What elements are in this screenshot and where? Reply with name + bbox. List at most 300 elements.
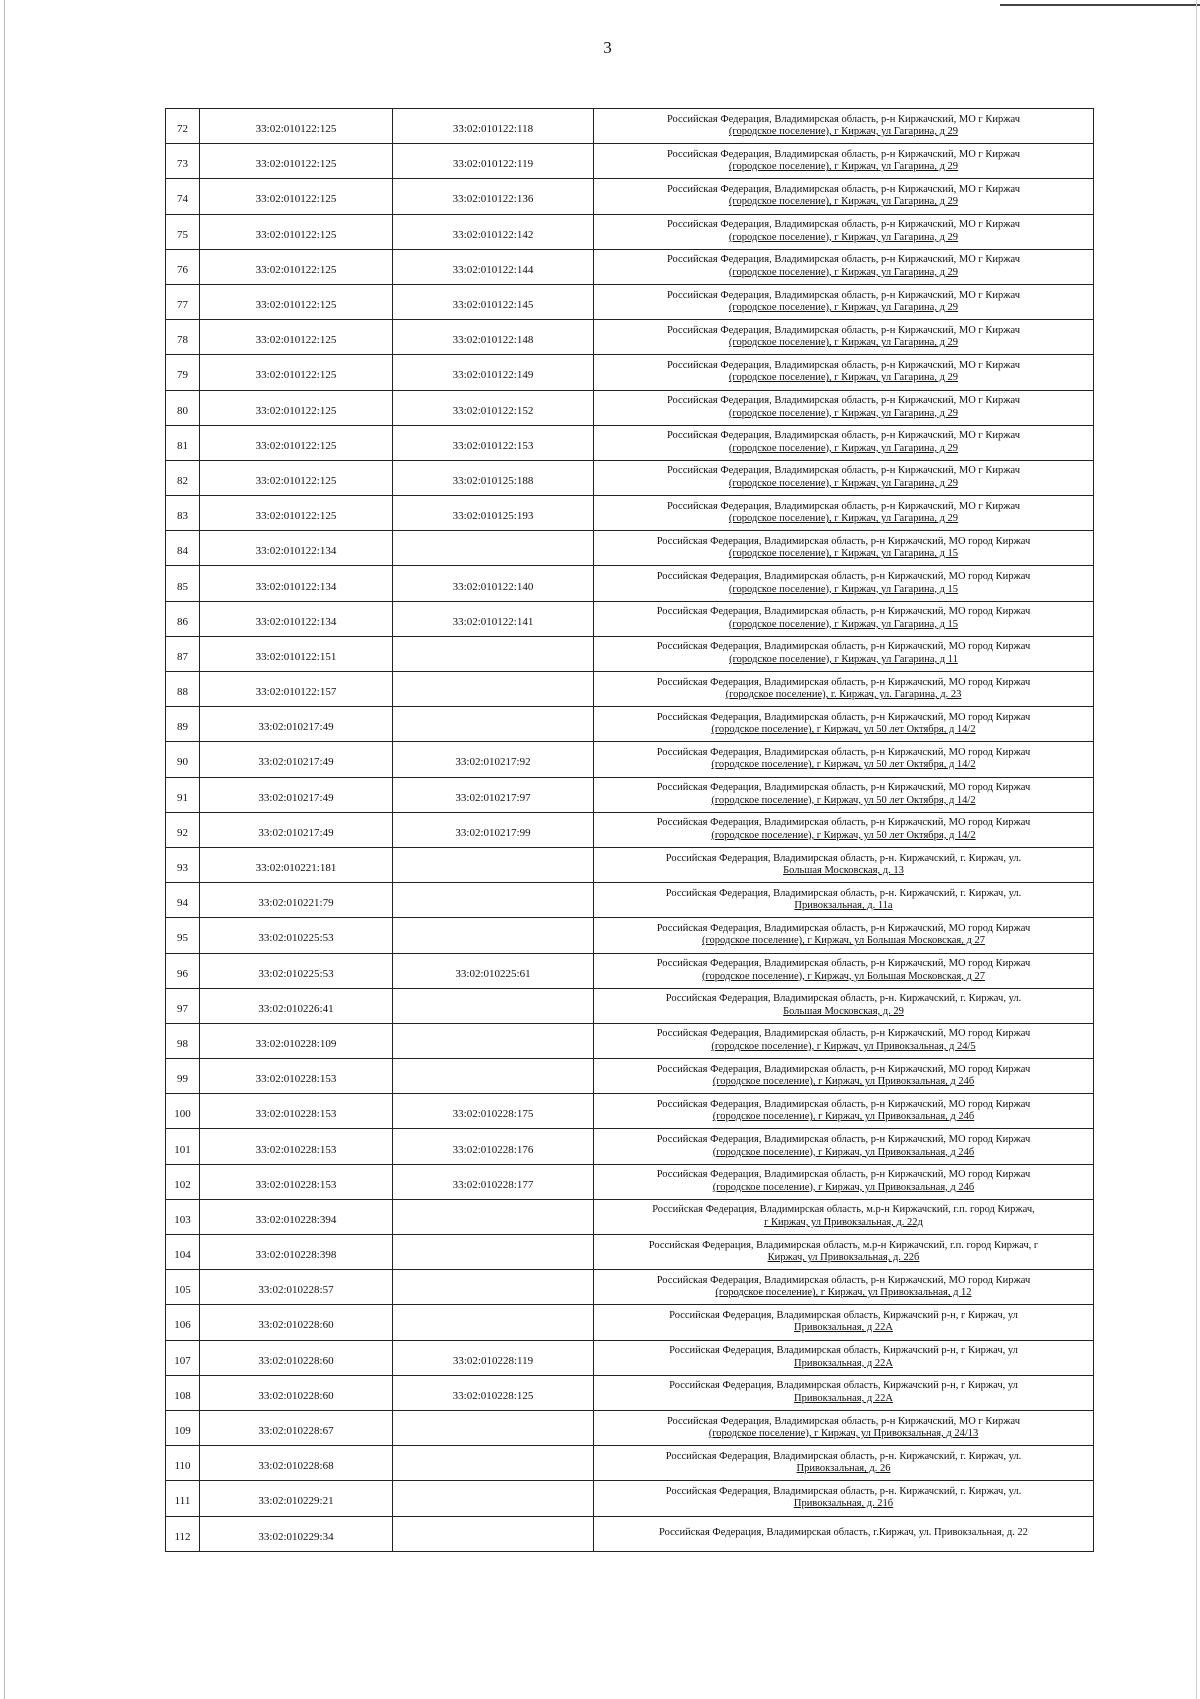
address-cell (594, 918, 1094, 953)
sub-cadastral-number-cell-text: 33:02:010228:175 (452, 1108, 534, 1121)
row-number-cell (166, 601, 200, 636)
main-cadastral-number-cell-text: 33:02:010122:125 (255, 123, 337, 136)
main-cadastral-number-cell-text: 33:02:010229:34 (258, 1530, 334, 1543)
address-line-2: Привокзальная, д 22А (794, 1322, 893, 1334)
address-line-2: Привокзальная, д. 21б (793, 1498, 894, 1510)
address-line-2: (городское поселение), г Киржач, ул Привокзальная, д 12 (715, 1287, 972, 1299)
row-number-cell (166, 531, 200, 566)
address-cell (594, 1270, 1094, 1305)
sub-cadastral-number-cell (393, 460, 594, 495)
address-cell (594, 531, 1094, 566)
row-number-cell (166, 847, 200, 882)
cadastral-registry-table (165, 108, 1094, 1552)
sub-cadastral-number-cell (393, 707, 594, 742)
main-cadastral-number-cell (200, 1270, 393, 1305)
main-cadastral-number-cell (200, 1059, 393, 1094)
sub-cadastral-number-cell-text: 33:02:010217:92 (455, 756, 531, 769)
main-cadastral-number-cell-text: 33:02:010122:125 (255, 334, 337, 347)
row-number-cell-text: 106 (174, 1319, 191, 1332)
sub-cadastral-number-cell (393, 777, 594, 812)
address-cell (594, 1305, 1094, 1340)
sub-cadastral-number-cell (393, 425, 594, 460)
main-cadastral-number-cell (200, 496, 393, 531)
table-row (166, 390, 1094, 425)
address-line-2: (городское поселение), г Киржач, ул Гагарина, д 29 (728, 337, 959, 349)
address-cell (594, 566, 1094, 601)
sub-cadastral-number-cell (393, 883, 594, 918)
main-cadastral-number-cell (200, 1446, 393, 1481)
sub-cadastral-number-cell (393, 109, 594, 144)
address-line-1: Российская Федерация, Владимирская область, р-н Киржачский, МО город Киржач (656, 1274, 1031, 1286)
sub-cadastral-number-cell-text: 33:02:010217:97 (455, 791, 531, 804)
page-number: 3 (603, 38, 612, 57)
row-number-cell-text: 94 (177, 897, 188, 910)
table-row (166, 531, 1094, 566)
main-cadastral-number-cell-text: 33:02:010228:398 (255, 1249, 337, 1262)
row-number-cell-text: 101 (174, 1143, 191, 1156)
address-line-1: Российская Федерация, Владимирская область, р-н Киржачский, МО г Киржач (666, 183, 1021, 195)
address-line-1: Российская Федерация, Владимирская область, р-н Киржачский, МО г Киржач (666, 289, 1021, 301)
table-row (166, 284, 1094, 319)
address-line-2: (городское поселение), г Киржач, ул Привокзальная, д 24/13 (708, 1428, 979, 1440)
main-cadastral-number-cell (200, 1375, 393, 1410)
scan-artifact-left-edge (4, 0, 5, 1699)
main-cadastral-number-cell (200, 953, 393, 988)
address-line-1: Российская Федерация, Владимирская область, р-н Киржачский, МО г Киржач (666, 430, 1021, 442)
address-line-2: (городское поселение), г Киржач, ул Гагарина, д 29 (728, 126, 959, 138)
table-row (166, 1164, 1094, 1199)
address-cell (594, 1516, 1094, 1551)
address-line-2: г Киржач, ул Привокзальная, д. 22д (764, 1216, 923, 1228)
row-number-cell (166, 1446, 200, 1481)
address-cell (594, 1340, 1094, 1375)
main-cadastral-number-cell (200, 777, 393, 812)
address-line-1: Российская Федерация, Владимирская область, Киржачский р-н, г Киржач, ул (669, 1309, 1018, 1321)
table-row (166, 672, 1094, 707)
address-cell (594, 320, 1094, 355)
row-number-cell (166, 1235, 200, 1270)
main-cadastral-number-cell-text: 33:02:010122:125 (255, 193, 337, 206)
sub-cadastral-number-cell-text: 33:02:010122:142 (452, 228, 534, 241)
row-number-cell-text: 98 (177, 1037, 188, 1050)
table-row (166, 214, 1094, 249)
sub-cadastral-number-cell-text: 33:02:010125:188 (452, 474, 534, 487)
row-number-cell-text: 77 (177, 299, 188, 312)
main-cadastral-number-cell (200, 425, 393, 460)
main-cadastral-number-cell-text: 33:02:010122:125 (255, 404, 337, 417)
scan-artifact-right-edge (1196, 0, 1197, 1699)
row-number-cell (166, 1023, 200, 1058)
address-cell (594, 109, 1094, 144)
main-cadastral-number-cell (200, 1164, 393, 1199)
row-number-cell-text: 109 (174, 1425, 191, 1438)
sub-cadastral-number-cell (393, 1059, 594, 1094)
address-line-2: Привокзальная, д 22А (794, 1357, 893, 1369)
address-cell (594, 1059, 1094, 1094)
address-line-2: Привокзальная, д. 26 (796, 1463, 891, 1475)
row-number-cell-text: 84 (177, 545, 188, 558)
scan-artifact-top-line (1000, 4, 1200, 6)
sub-cadastral-number-cell-text: 33:02:010122:152 (452, 404, 534, 417)
main-cadastral-number-cell (200, 1094, 393, 1129)
sub-cadastral-number-cell-text: 33:02:010217:99 (455, 826, 531, 839)
sub-cadastral-number-cell (393, 1516, 594, 1551)
table-row (166, 601, 1094, 636)
address-line-1: Российская Федерация, Владимирская область, р-н Киржачский, МО г Киржач (666, 500, 1021, 512)
main-cadastral-number-cell (200, 636, 393, 671)
main-cadastral-number-cell (200, 320, 393, 355)
sub-cadastral-number-cell (393, 742, 594, 777)
table-row (166, 707, 1094, 742)
table-row (166, 1305, 1094, 1340)
table-row (166, 179, 1094, 214)
main-cadastral-number-cell-text: 33:02:010228:153 (255, 1143, 337, 1156)
main-cadastral-number-cell-text: 33:02:010228:60 (258, 1389, 334, 1402)
main-cadastral-number-cell-text: 33:02:010217:49 (258, 721, 334, 734)
address-line-2: (городское поселение), г Киржач, ул 50 лет Октября, д 14/2 (711, 759, 976, 771)
address-line-2: Киржач, ул Привокзальная, д. 22б (767, 1252, 920, 1264)
sub-cadastral-number-cell-text: 33:02:010122:141 (452, 615, 534, 628)
row-number-cell-text: 90 (177, 756, 188, 769)
row-number-cell-text: 107 (174, 1354, 191, 1367)
row-number-cell-text: 73 (177, 158, 188, 171)
address-line-1: Российская Федерация, Владимирская область, р-н Киржачский, МО г Киржач (666, 1415, 1021, 1427)
address-cell (594, 144, 1094, 179)
address-line-2: Большая Московская, д. 13 (783, 865, 904, 877)
sub-cadastral-number-cell (393, 531, 594, 566)
address-line-1: Российская Федерация, Владимирская область, г.Киржач, ул. Привокзальная, д. 22 (659, 1527, 1028, 1539)
sub-cadastral-number-cell (393, 144, 594, 179)
table-row (166, 636, 1094, 671)
sub-cadastral-number-cell-text: 33:02:010225:61 (455, 967, 531, 980)
sub-cadastral-number-cell-text: 33:02:010228:119 (452, 1354, 534, 1367)
address-line-2: (городское поселение), г Киржач, ул Гагарина, д 29 (728, 513, 959, 525)
address-line-1: Российская Федерация, Владимирская область, р-н Киржачский, МО г Киржач (666, 148, 1021, 160)
main-cadastral-number-cell (200, 883, 393, 918)
row-number-cell-text: 100 (174, 1108, 191, 1121)
address-line-1: Российская Федерация, Владимирская область, р-н Киржачский, МО город Киржач (656, 1098, 1031, 1110)
main-cadastral-number-cell-text: 33:02:010228:153 (255, 1178, 337, 1191)
address-line-1: Российская Федерация, Владимирская область, р-н Киржачский, МО г Киржач (666, 254, 1021, 266)
address-cell (594, 425, 1094, 460)
table-row (166, 1410, 1094, 1445)
row-number-cell-text: 72 (177, 123, 188, 136)
table-row (166, 320, 1094, 355)
row-number-cell (166, 1094, 200, 1129)
main-cadastral-number-cell-text: 33:02:010217:49 (258, 791, 334, 804)
main-cadastral-number-cell (200, 1129, 393, 1164)
main-cadastral-number-cell (200, 249, 393, 284)
sub-cadastral-number-cell (393, 1410, 594, 1445)
main-cadastral-number-cell-text: 33:02:010228:57 (258, 1284, 334, 1297)
address-cell (594, 777, 1094, 812)
address-line-1: Российская Федерация, Владимирская область, Киржачский р-н, г Киржач, ул (669, 1345, 1018, 1357)
main-cadastral-number-cell (200, 284, 393, 319)
main-cadastral-number-cell (200, 918, 393, 953)
address-line-2: (городское поселение), г Киржач, ул Привокзальная, д 24/5 (711, 1040, 976, 1052)
sub-cadastral-number-cell (393, 672, 594, 707)
row-number-cell (166, 566, 200, 601)
row-number-cell (166, 918, 200, 953)
main-cadastral-number-cell (200, 109, 393, 144)
table-row (166, 1059, 1094, 1094)
address-line-1: Российская Федерация, Владимирская область, р-н Киржачский, МО город Киржач (656, 1063, 1031, 1075)
row-number-cell-text: 99 (177, 1073, 188, 1086)
address-line-1: Российская Федерация, Владимирская область, р-н Киржачский, МО г Киржач (666, 395, 1021, 407)
address-line-2: (городское поселение), г Киржач, ул Гагарина, д 29 (728, 407, 959, 419)
main-cadastral-number-cell-text: 33:02:010122:125 (255, 299, 337, 312)
main-cadastral-number-cell-text: 33:02:010228:60 (258, 1354, 334, 1367)
row-number-cell (166, 953, 200, 988)
table-row (166, 1340, 1094, 1375)
sub-cadastral-number-cell-text: 33:02:010122:148 (452, 334, 534, 347)
address-cell (594, 988, 1094, 1023)
row-number-cell (166, 1199, 200, 1234)
main-cadastral-number-cell-text: 33:02:010225:53 (258, 967, 334, 980)
address-line-2: (городское поселение), г Киржач, ул Гагарина, д 29 (728, 477, 959, 489)
address-line-1: Российская Федерация, Владимирская область, Киржачский р-н, г Киржач, ул (669, 1380, 1018, 1392)
address-line-1: Российская Федерация, Владимирская область, р-н Киржачский, МО город Киржач (656, 1169, 1031, 1181)
address-line-1: Российская Федерация, Владимирская область, р-н. Киржачский, г. Киржач, ул. (665, 993, 1022, 1005)
address-line-1: Российская Федерация, Владимирская область, м.р-н Киржачский, г.п. город Киржач, (652, 1204, 1035, 1216)
sub-cadastral-number-cell-text: 33:02:010228:177 (452, 1178, 534, 1191)
main-cadastral-number-cell (200, 1305, 393, 1340)
address-line-2: (городское поселение), г Киржач, ул Гагарина, д 29 (728, 302, 959, 314)
row-number-cell-text: 108 (174, 1389, 191, 1402)
address-line-1: Российская Федерация, Владимирская область, р-н Киржачский, МО город Киржач (656, 922, 1031, 934)
row-number-cell (166, 672, 200, 707)
address-line-1: Российская Федерация, Владимирская область, р-н Киржачский, МО г Киржач (666, 113, 1021, 125)
sub-cadastral-number-cell-text: 33:02:010122:144 (452, 263, 534, 276)
address-line-1: Российская Федерация, Владимирская область, р-н. Киржачский, г. Киржач, ул. (665, 1485, 1022, 1497)
main-cadastral-number-cell (200, 1023, 393, 1058)
address-line-1: Российская Федерация, Владимирская область, м.р-н Киржачский, г.п. город Киржач, г (648, 1239, 1039, 1251)
table-row (166, 355, 1094, 390)
row-number-cell-text: 111 (174, 1495, 191, 1508)
row-number-cell (166, 1305, 200, 1340)
row-number-cell (166, 214, 200, 249)
row-number-cell (166, 636, 200, 671)
address-line-2: (городское поселение), г Киржач, ул 50 лет Октября, д 14/2 (711, 724, 976, 736)
row-number-cell-text: 96 (177, 967, 188, 980)
sub-cadastral-number-cell (393, 214, 594, 249)
address-cell (594, 284, 1094, 319)
address-line-2: (городское поселение), г Киржач, ул Большая Московская, д 27 (702, 935, 985, 947)
address-cell (594, 1023, 1094, 1058)
row-number-cell-text: 81 (177, 439, 188, 452)
main-cadastral-number-cell-text: 33:02:010225:53 (258, 932, 334, 945)
sub-cadastral-number-cell-text: 33:02:010122:145 (452, 299, 534, 312)
row-number-cell-text: 75 (177, 228, 188, 241)
row-number-cell (166, 460, 200, 495)
address-cell (594, 1164, 1094, 1199)
address-line-1: Российская Федерация, Владимирская область, р-н Киржачский, МО город Киржач (656, 711, 1031, 723)
row-number-cell-text: 82 (177, 474, 188, 487)
table-row (166, 1129, 1094, 1164)
table-row (166, 1481, 1094, 1516)
main-cadastral-number-cell (200, 355, 393, 390)
sub-cadastral-number-cell-text: 33:02:010122:119 (452, 158, 534, 171)
main-cadastral-number-cell (200, 707, 393, 742)
row-number-cell (166, 1516, 200, 1551)
address-line-2: (городское поселение), г Киржач, ул Привокзальная, д 24б (712, 1076, 975, 1088)
sub-cadastral-number-cell-text: 33:02:010228:176 (452, 1143, 534, 1156)
table-row (166, 496, 1094, 531)
sub-cadastral-number-cell (393, 566, 594, 601)
address-line-1: Российская Федерация, Владимирская область, р-н Киржачский, МО город Киржач (656, 641, 1031, 653)
table-row (166, 1375, 1094, 1410)
main-cadastral-number-cell-text: 33:02:010122:157 (255, 686, 337, 699)
sub-cadastral-number-cell-text: 33:02:010122:136 (452, 193, 534, 206)
main-cadastral-number-cell (200, 390, 393, 425)
address-cell (594, 883, 1094, 918)
table-row (166, 883, 1094, 918)
sub-cadastral-number-cell (393, 1270, 594, 1305)
row-number-cell-text: 83 (177, 510, 188, 523)
address-line-2: (городское поселение), г Киржач, ул Гагарина, д 29 (728, 161, 959, 173)
main-cadastral-number-cell-text: 33:02:010228:153 (255, 1108, 337, 1121)
main-cadastral-number-cell (200, 179, 393, 214)
address-line-2: (городское поселение), г Киржач, ул Привокзальная, д 24б (712, 1111, 975, 1123)
row-number-cell (166, 1164, 200, 1199)
main-cadastral-number-cell-text: 33:02:010122:125 (255, 158, 337, 171)
sub-cadastral-number-cell (393, 355, 594, 390)
sub-cadastral-number-cell-text: 33:02:010125:193 (452, 510, 534, 523)
table-row (166, 249, 1094, 284)
address-cell (594, 847, 1094, 882)
main-cadastral-number-cell (200, 566, 393, 601)
address-line-2: (городское поселение), г Киржач, ул Гагарина, д 29 (728, 231, 959, 243)
address-line-2: (городское поселение), г Киржач, ул 50 лет Октября, д 14/2 (711, 829, 976, 841)
main-cadastral-number-cell (200, 812, 393, 847)
main-cadastral-number-cell-text: 33:02:010122:125 (255, 439, 337, 452)
address-line-1: Российская Федерация, Владимирская область, р-н Киржачский, МО город Киржач (656, 606, 1031, 618)
row-number-cell (166, 496, 200, 531)
main-cadastral-number-cell (200, 1410, 393, 1445)
main-cadastral-number-cell (200, 1481, 393, 1516)
sub-cadastral-number-cell (393, 953, 594, 988)
address-cell (594, 742, 1094, 777)
main-cadastral-number-cell-text: 33:02:010122:134 (255, 615, 337, 628)
sub-cadastral-number-cell-text: 33:02:010122:140 (452, 580, 534, 593)
main-cadastral-number-cell (200, 214, 393, 249)
address-cell (594, 214, 1094, 249)
address-line-2: Большая Московская, д. 29 (783, 1005, 904, 1017)
address-line-2: (городское поселение), г Киржач, ул Гагарина, д 29 (728, 266, 959, 278)
address-line-1: Российская Федерация, Владимирская область, р-н Киржачский, МО город Киржач (656, 782, 1031, 794)
address-cell (594, 355, 1094, 390)
row-number-cell-text: 95 (177, 932, 188, 945)
sub-cadastral-number-cell (393, 1305, 594, 1340)
main-cadastral-number-cell (200, 1340, 393, 1375)
row-number-cell-text: 93 (177, 862, 188, 875)
row-number-cell (166, 179, 200, 214)
main-cadastral-number-cell-text: 33:02:010122:125 (255, 474, 337, 487)
address-cell (594, 636, 1094, 671)
sub-cadastral-number-cell (393, 320, 594, 355)
address-line-2: Привокзальная, д 22А (794, 1392, 893, 1404)
main-cadastral-number-cell-text: 33:02:010217:49 (258, 826, 334, 839)
sub-cadastral-number-cell (393, 1235, 594, 1270)
address-line-2: (городское поселение), г Киржач, ул Привокзальная, д 24б (712, 1146, 975, 1158)
row-number-cell (166, 355, 200, 390)
row-number-cell (166, 883, 200, 918)
table-row (166, 777, 1094, 812)
address-cell (594, 1199, 1094, 1234)
sub-cadastral-number-cell (393, 179, 594, 214)
main-cadastral-number-cell-text: 33:02:010122:134 (255, 580, 337, 593)
main-cadastral-number-cell-text: 33:02:010229:21 (258, 1495, 334, 1508)
sub-cadastral-number-cell-text: 33:02:010228:125 (452, 1389, 534, 1402)
address-line-2: (городское поселение), г Киржач, ул Гагарина, д 29 (728, 196, 959, 208)
address-cell (594, 601, 1094, 636)
address-line-1: Российская Федерация, Владимирская область, р-н Киржачский, МО г Киржач (666, 219, 1021, 231)
row-number-cell (166, 425, 200, 460)
address-cell (594, 1129, 1094, 1164)
sub-cadastral-number-cell (393, 1199, 594, 1234)
row-number-cell (166, 320, 200, 355)
row-number-cell-text: 91 (177, 791, 188, 804)
row-number-cell (166, 249, 200, 284)
main-cadastral-number-cell-text: 33:02:010221:79 (258, 897, 334, 910)
address-line-1: Российская Федерация, Владимирская область, р-н Киржачский, МО город Киржач (656, 535, 1031, 547)
address-line-1: Российская Федерация, Владимирская область, р-н Киржачский, МО город Киржач (656, 817, 1031, 829)
main-cadastral-number-cell-text: 33:02:010228:68 (258, 1460, 334, 1473)
address-cell (594, 179, 1094, 214)
main-cadastral-number-cell (200, 1199, 393, 1234)
table-row (166, 1516, 1094, 1551)
sub-cadastral-number-cell (393, 1481, 594, 1516)
address-line-2: (городское поселение), г Киржач, ул Большая Московская, д 27 (702, 970, 985, 982)
row-number-cell (166, 1059, 200, 1094)
sub-cadastral-number-cell (393, 918, 594, 953)
main-cadastral-number-cell-text: 33:02:010122:125 (255, 369, 337, 382)
row-number-cell-text: 110 (174, 1460, 191, 1473)
sub-cadastral-number-cell (393, 1340, 594, 1375)
sub-cadastral-number-cell-text: 33:02:010122:118 (452, 123, 534, 136)
address-line-1: Российская Федерация, Владимирская область, р-н Киржачский, МО город Киржач (656, 958, 1031, 970)
row-number-cell-text: 89 (177, 721, 188, 734)
address-cell (594, 707, 1094, 742)
row-number-cell (166, 1340, 200, 1375)
address-cell (594, 390, 1094, 425)
table-row (166, 144, 1094, 179)
row-number-cell-text: 79 (177, 369, 188, 382)
row-number-cell (166, 390, 200, 425)
main-cadastral-number-cell-text: 33:02:010221:181 (255, 862, 337, 875)
table-row (166, 812, 1094, 847)
main-cadastral-number-cell (200, 601, 393, 636)
sub-cadastral-number-cell (393, 390, 594, 425)
main-cadastral-number-cell-text: 33:02:010228:394 (255, 1213, 337, 1226)
address-line-1: Российская Федерация, Владимирская область, р-н Киржачский, МО город Киржач (656, 1028, 1031, 1040)
row-number-cell (166, 1375, 200, 1410)
address-cell (594, 1410, 1094, 1445)
row-number-cell (166, 109, 200, 144)
sub-cadastral-number-cell (393, 1446, 594, 1481)
main-cadastral-number-cell (200, 1516, 393, 1551)
sub-cadastral-number-cell (393, 812, 594, 847)
sub-cadastral-number-cell (393, 1094, 594, 1129)
row-number-cell (166, 144, 200, 179)
address-line-1: Российская Федерация, Владимирская область, р-н Киржачский, МО город Киржач (656, 1134, 1031, 1146)
table-row (166, 566, 1094, 601)
address-line-1: Российская Федерация, Владимирская область, р-н. Киржачский, г. Киржач, ул. (665, 1450, 1022, 1462)
main-cadastral-number-cell (200, 1235, 393, 1270)
address-cell (594, 1235, 1094, 1270)
table-row (166, 742, 1094, 777)
row-number-cell-text: 86 (177, 615, 188, 628)
